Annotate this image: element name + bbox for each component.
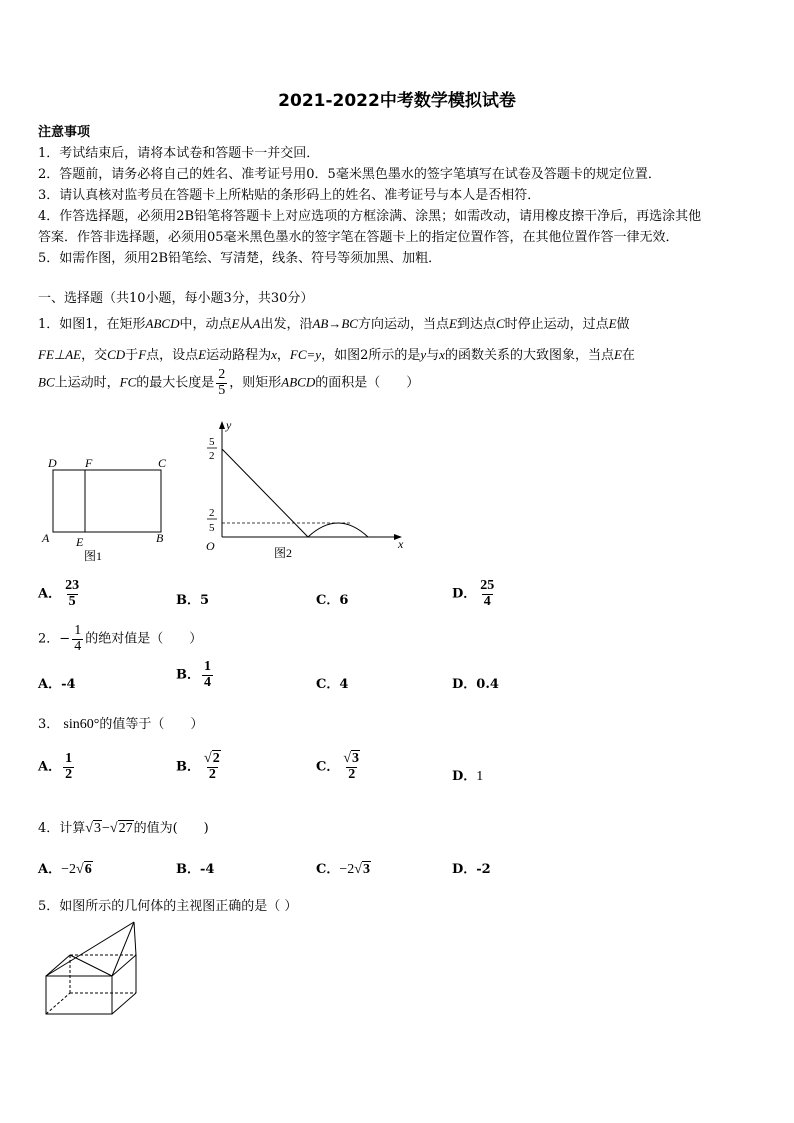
fraction-denominator: 2 xyxy=(208,766,216,782)
q1-var: BC xyxy=(38,374,55,390)
q1-line-1 xyxy=(38,313,630,332)
q1-var: FC=y xyxy=(289,347,322,362)
fraction-numerator: 23 xyxy=(65,578,80,593)
q1-var: x xyxy=(439,347,445,362)
q1-var: F xyxy=(138,347,147,362)
solid-edge xyxy=(112,993,136,1014)
radicand: 3 xyxy=(93,821,101,836)
q1-text: 做 xyxy=(616,317,630,332)
q5-stem: 5．如图所示的几何体的主视图正确的是（ ） xyxy=(38,899,298,914)
option-b-fraction xyxy=(202,752,223,782)
label-d: D xyxy=(48,456,57,470)
option-label: A． xyxy=(38,586,62,602)
figure-1-rectangle xyxy=(38,450,188,565)
q4-text: 4．计算 xyxy=(38,821,86,836)
q1-text: 时停止运动，过点 xyxy=(504,317,609,332)
q2-stem xyxy=(38,624,202,654)
q3-text: 的值等于（ ） xyxy=(99,717,204,732)
figure-2-graph xyxy=(200,415,410,565)
figure-1-caption: 图1 xyxy=(84,549,103,563)
fraction-numerator-sqrt: √2 xyxy=(204,751,220,766)
note-item-4-cont: 答案．作答非选择题，必须用05毫米黑色墨水的签字笔在答题卡上的指定位置作答，在其他位置作答一律无效． xyxy=(38,230,679,245)
radicand: 3 xyxy=(352,751,360,766)
option-coefficient: −2 xyxy=(339,862,355,877)
tick-top-numerator: 5 xyxy=(209,436,215,448)
q1-text: 1．如图1，在矩形 xyxy=(38,317,146,332)
q1-var: CD xyxy=(107,347,126,362)
fraction-numerator-sqrt: √3 xyxy=(343,751,360,766)
q3-expression: sin60° xyxy=(63,717,100,732)
q1-var: FE⊥AE xyxy=(38,347,82,362)
tick-low-numerator: 2 xyxy=(209,507,215,519)
tick-low-denominator: 5 xyxy=(209,522,215,534)
q1-text: ， xyxy=(276,348,290,363)
solid-edge xyxy=(112,955,136,976)
fraction-numerator: 2 xyxy=(218,367,226,382)
q4-option-c[interactable] xyxy=(316,858,371,878)
option-label: D． xyxy=(452,586,477,602)
option-coefficient: −2 xyxy=(61,862,76,877)
q1-var: ABCD xyxy=(281,374,316,390)
solid-edge xyxy=(46,955,70,976)
wedge-edge xyxy=(112,922,134,976)
option-label: A． xyxy=(38,862,62,877)
q4-text: 的值为( ) xyxy=(133,821,209,836)
q3-stem xyxy=(38,713,203,733)
q4-option-d[interactable]: D．-2 xyxy=(452,862,491,877)
option-value: 1 xyxy=(476,769,484,784)
fraction-denominator: 5 xyxy=(68,593,76,609)
option-sqrt: √6 xyxy=(76,862,92,877)
fraction-numerator: 1 xyxy=(204,659,211,674)
fraction-denominator: 5 xyxy=(218,382,226,398)
solid-front-face xyxy=(46,976,112,1014)
option-label: B． xyxy=(176,667,200,683)
q5-solid-figure xyxy=(40,918,150,1018)
fraction-denominator: 4 xyxy=(483,593,491,609)
q1-text: ，如图2所示的是 xyxy=(321,348,421,363)
page-title: 2021-2022中考数学模拟试卷 xyxy=(278,91,516,111)
q3-option-c[interactable] xyxy=(316,752,364,782)
q1-var: y xyxy=(420,347,427,362)
option-c-fraction xyxy=(341,752,362,782)
option-label: C． xyxy=(316,759,340,775)
q4-stem xyxy=(38,817,209,837)
q1-text: 中，动点 xyxy=(179,317,232,332)
option-sqrt: √3 xyxy=(354,862,370,877)
q1-text: 的函数关系的大致图象，当点 xyxy=(444,348,614,363)
q1-var: A xyxy=(252,316,261,331)
q1-var: x xyxy=(271,347,277,362)
wedge-edge xyxy=(70,955,112,976)
q4-sqrt-2: √27 xyxy=(109,821,133,836)
option-label: A． xyxy=(38,759,62,775)
fraction-denominator: 2 xyxy=(348,766,356,782)
option-a-fraction xyxy=(63,752,74,782)
q1-var: E xyxy=(231,316,240,331)
q1-text: 到达点 xyxy=(456,317,496,332)
q1-text: 的最大长度是 xyxy=(136,375,215,391)
q1-option-d[interactable] xyxy=(452,579,498,609)
option-d-fraction xyxy=(478,579,496,609)
solid-hidden-edge xyxy=(46,993,70,1014)
graph-line-segment xyxy=(222,449,308,537)
q1-var: C xyxy=(495,316,505,331)
q2-text: 的绝对值是（ ） xyxy=(85,631,203,647)
radicand: 3 xyxy=(362,862,370,877)
label-c: C xyxy=(158,456,167,470)
q1-var: AB→BC xyxy=(312,316,358,331)
q3-text: 3． xyxy=(38,717,60,732)
q2-option-a[interactable]: A．-4 xyxy=(38,677,76,692)
q1-option-c[interactable]: C．6 xyxy=(316,593,349,608)
fraction-numerator: 1 xyxy=(65,751,73,766)
q1-var: ABCD xyxy=(145,316,180,331)
q1-text: 的面积是（ ） xyxy=(315,375,420,391)
graph-arc xyxy=(308,523,368,537)
y-axis-arrow xyxy=(219,421,225,429)
option-a-fraction xyxy=(63,579,81,609)
wedge-edge xyxy=(134,922,136,955)
q1-option-b[interactable]: B．5 xyxy=(176,593,210,608)
option-label: B． xyxy=(176,759,200,775)
notes-heading: 注意事项 xyxy=(38,125,91,140)
radicand: 27 xyxy=(118,821,133,836)
radicand: 6 xyxy=(84,862,92,877)
q1-line-2 xyxy=(38,344,635,363)
q1-text: 方向运动，当点 xyxy=(357,317,449,332)
q3-option-a[interactable] xyxy=(38,752,76,782)
rectangle-abcd xyxy=(53,470,161,532)
note-item-4: 4．作答选择题，必须用2B铅笔将答题卡上对应选项的方框涂满、涂黑；如需改动，请用橡皮擦干净后，再选涂其他 xyxy=(38,209,702,224)
q1-text: 从 xyxy=(239,317,253,332)
tick-top-denominator: 2 xyxy=(209,450,215,462)
q2-text: 2． xyxy=(38,631,60,647)
note-item-3: 3．请认真核对监考员在答题卡上所粘贴的条形码上的姓名、准考证号与本人是否相符． xyxy=(38,188,541,203)
fraction-denominator: 4 xyxy=(74,638,82,654)
q2-fraction xyxy=(72,624,83,654)
q4-sqrt-1: √3 xyxy=(85,821,101,836)
q1-text: 点，设点 xyxy=(146,348,199,363)
q1-text: 于 xyxy=(125,348,139,363)
q4-option-b[interactable]: B．-4 xyxy=(176,862,215,877)
q1-var: FC xyxy=(119,374,137,390)
q1-text: 与 xyxy=(426,348,440,363)
origin-label: O xyxy=(206,539,215,553)
q1-text: ，则矩形 xyxy=(229,375,282,391)
q1-line-3 xyxy=(38,368,419,398)
axis-label-x: x xyxy=(398,537,404,551)
q3-option-b[interactable] xyxy=(176,752,225,782)
q1-text: 运动路程为 xyxy=(206,348,272,363)
q1-text: 上运动时， xyxy=(54,375,120,391)
q1-text: 在 xyxy=(621,348,635,363)
q4-option-a[interactable] xyxy=(38,858,93,878)
q4-minus: − xyxy=(101,821,110,836)
fraction-denominator: 4 xyxy=(204,674,211,690)
q2-option-b[interactable] xyxy=(176,660,215,690)
q1-option-a[interactable] xyxy=(38,579,83,609)
label-f: F xyxy=(85,456,93,470)
note-item-5: 5．如需作图，须用2B铅笔绘、写清楚，线条、符号等须加黑、加粗． xyxy=(38,251,442,266)
q3-option-d[interactable] xyxy=(452,765,483,785)
option-b-fraction xyxy=(202,660,213,690)
fraction-numerator: 25 xyxy=(480,578,495,593)
q1-text: 出发，沿 xyxy=(260,317,313,332)
fraction-denominator: 2 xyxy=(65,766,73,782)
note-item-1: 1．考试结束后，请将本试卷和答题卡一并交回． xyxy=(38,146,320,161)
option-label: D． xyxy=(452,769,477,784)
label-a: A xyxy=(42,531,50,545)
q2-option-d[interactable]: D．0.4 xyxy=(452,677,499,692)
radicand: 2 xyxy=(212,751,220,766)
q1-var: E xyxy=(613,347,622,362)
q1-var: E xyxy=(198,347,207,362)
section-heading: 一、选择题（共10小题，每小题3分，共30分） xyxy=(38,291,314,306)
note-item-2: 2．答题前，请务必将自己的姓名、准考证号用0．5毫米黑色墨水的签字笔填写在试卷及答题卡的规定位置． xyxy=(38,167,661,182)
axis-label-y: y xyxy=(226,418,232,432)
q1-max-fraction xyxy=(216,368,227,398)
label-e: E xyxy=(76,535,84,549)
q1-text: ，交 xyxy=(81,348,108,363)
q1-var: E xyxy=(448,316,457,331)
q2-minus: − xyxy=(59,631,71,647)
q2-option-c[interactable]: C．4 xyxy=(316,677,349,692)
fraction-numerator: 1 xyxy=(74,623,82,638)
q1-var: E xyxy=(608,316,617,331)
label-b: B xyxy=(156,531,164,545)
figure-2-caption: 图2 xyxy=(274,546,293,560)
option-label: C． xyxy=(316,862,340,877)
